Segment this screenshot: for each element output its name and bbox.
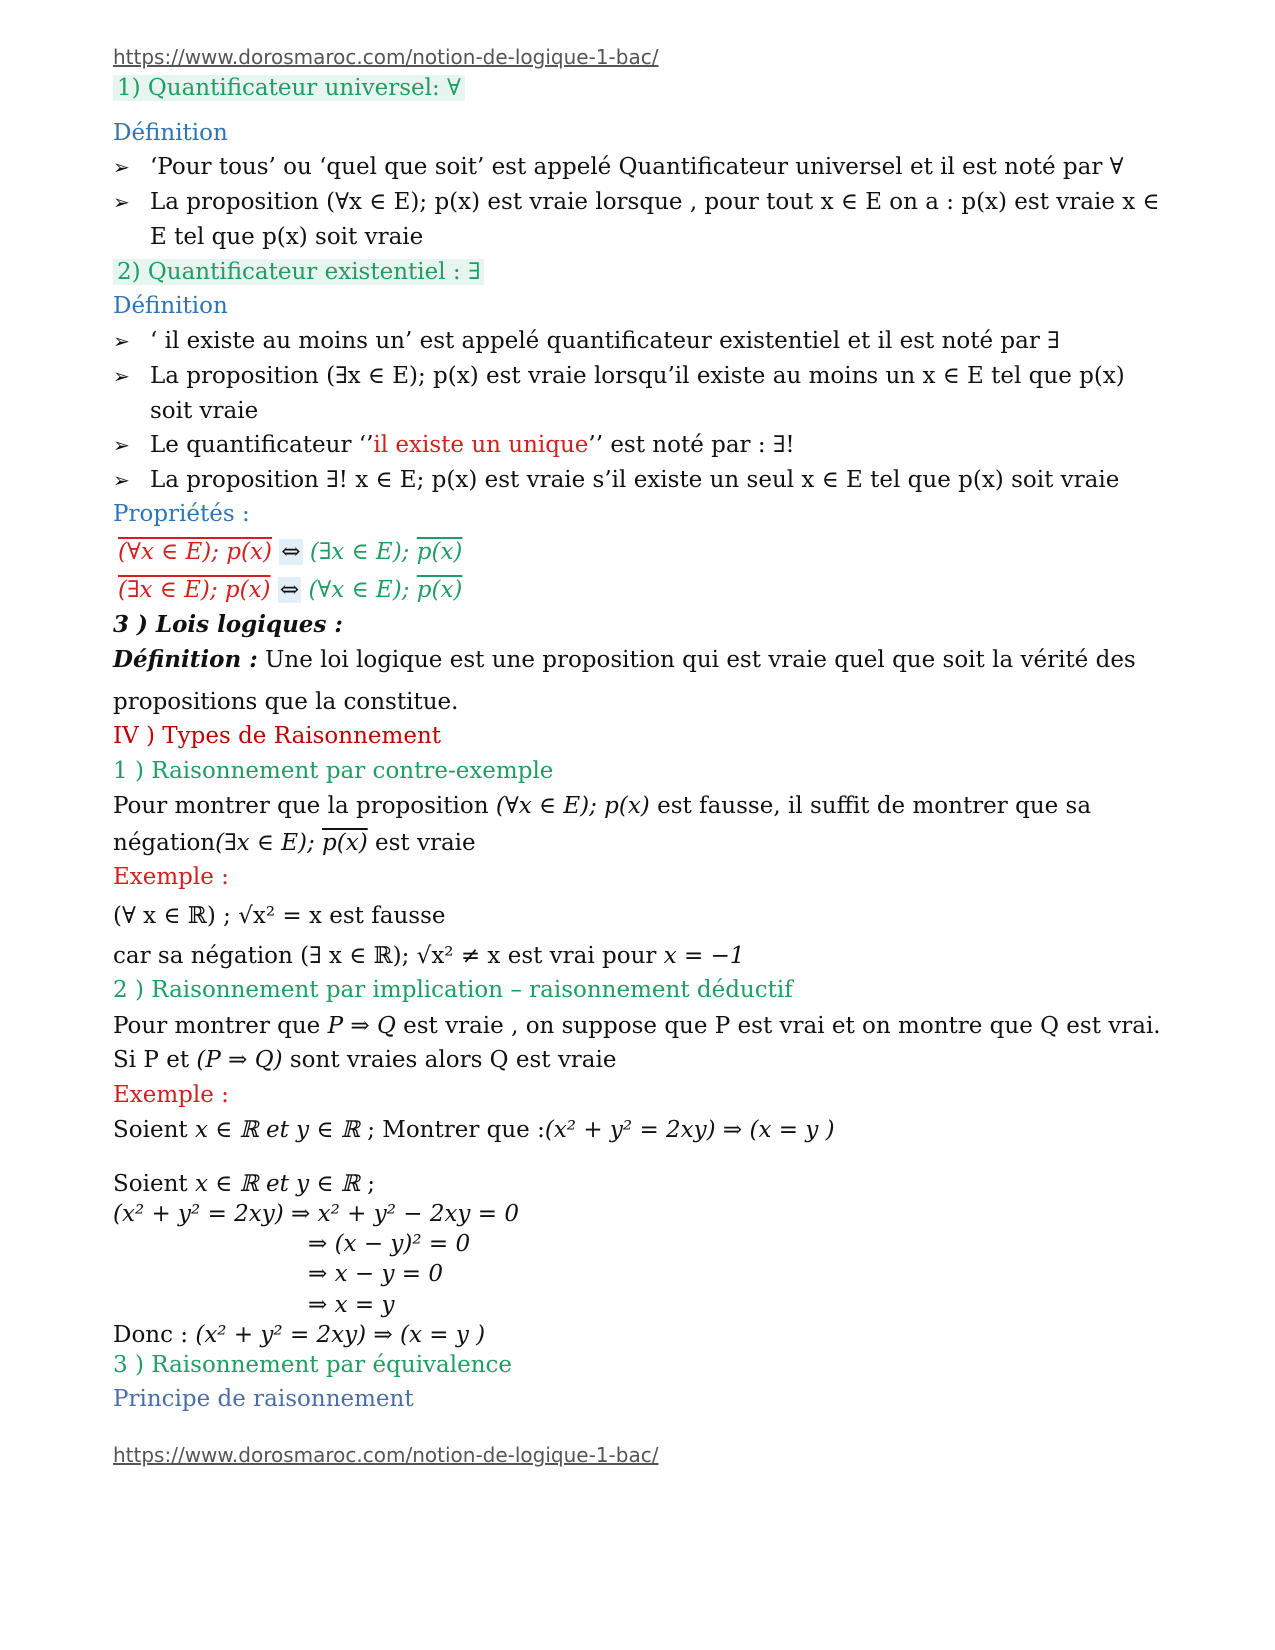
definition-heading-2: Définition: [113, 293, 228, 319]
raisonnement-1-title: 1 ) Raisonnement par contre-exemple: [113, 758, 554, 784]
solution-line-1: Soient x ∈ ℝ et y ∈ ℝ ;: [113, 1171, 375, 1197]
solution-line-4: ⇒ x − y = 0: [308, 1261, 443, 1287]
r1-line-1: Pour montrer que la proposition (∀x ∈ E); p(x) est fausse, il suffit de montrer que sa: [113, 793, 1092, 819]
s2-bullet-4: La proposition ∃! x ∈ E; p(x) est vraie s’il existe un seul x ∈ E tel que p(x) soit vraie: [150, 467, 1120, 493]
arrow-bullet-icon: ➢: [113, 468, 130, 492]
arrow-bullet-icon: ➢: [113, 433, 130, 457]
example-2-statement: Soient x ∈ ℝ et y ∈ ℝ ; Montrer que :(x² + y² = 2xy) ⇒ (x = y ): [113, 1117, 835, 1143]
example-1-line-1: (∀ x ∈ ℝ) ; √x² = x est fausse: [113, 903, 446, 929]
section-4-title: IV ) Types de Raisonnement: [113, 723, 441, 749]
footer-link[interactable]: https://www.dorosmaroc.com/notion-de-logique-1-bac/: [113, 1443, 659, 1467]
r1-line-2: négation(∃x ∈ E); p(x) est vraie: [113, 830, 476, 856]
solution-line-3: ⇒ (x − y)² = 0: [308, 1231, 471, 1257]
s2-bullet-2-cont: soit vraie: [150, 398, 259, 424]
section-1-title: 1) Quantificateur universel: ∀: [113, 73, 465, 103]
raisonnement-2-title: 2 ) Raisonnement par implication – raisonnement déductif: [113, 977, 793, 1003]
arrow-bullet-icon: ➢: [113, 329, 130, 353]
section-2-title: 2) Quantificateur existentiel : ∃: [113, 257, 484, 287]
example-1-heading: Exemple :: [113, 864, 229, 890]
header-link[interactable]: https://www.dorosmaroc.com/notion-de-logique-1-bac/: [113, 45, 659, 69]
arrow-bullet-icon: ➢: [113, 190, 130, 214]
conclusion-line: Donc : (x² + y² = 2xy) ⇒ (x = y ): [113, 1322, 486, 1348]
unique-existence-text: il existe un unique: [373, 432, 589, 458]
property-1: (∀x ∈ E); p(x) ⇔ (∃x ∈ E); p(x): [118, 539, 463, 565]
s2-bullet-2: La proposition (∃x ∈ E); p(x) est vraie lorsqu’il existe au moins un x ∈ E tel que p(x): [150, 363, 1125, 389]
s1-bullet-1: ‘Pour tous’ ou ‘quel que soit’ est appelé Quantificateur universel et il est noté par ∀: [150, 154, 1124, 180]
definition-heading-1: Définition: [113, 120, 228, 146]
r2-line-2: Si P et (P ⇒ Q) sont vraies alors Q est vraie: [113, 1047, 617, 1073]
s1-bullet-2-cont: E tel que p(x) soit vraie: [150, 224, 424, 250]
principe-heading: Principe de raisonnement: [113, 1386, 414, 1412]
r2-line-1: Pour montrer que P ⇒ Q est vraie , on suppose que P est vrai et on montre que Q est vrai.: [113, 1013, 1161, 1039]
arrow-bullet-icon: ➢: [113, 364, 130, 388]
raisonnement-3-title: 3 ) Raisonnement par équivalence: [113, 1352, 513, 1378]
lois-definition: Définition : Une loi logique est une proposition qui est vraie quel que soit la vérité des: [113, 646, 1136, 673]
s2-bullet-3: Le quantificateur ‘’il existe un unique’’ est noté par : ∃!: [150, 432, 795, 458]
solution-line-5: ⇒ x = y: [308, 1292, 395, 1318]
s1-bullet-2: La proposition (∀x ∈ E); p(x) est vraie lorsque , pour tout x ∈ E on a : p(x) est vraie x ∈: [150, 189, 1160, 215]
example-2-heading: Exemple :: [113, 1082, 229, 1108]
solution-line-2: (x² + y² = 2xy) ⇒ x² + y² − 2xy = 0: [113, 1201, 519, 1227]
properties-heading: Propriétés :: [113, 501, 250, 527]
s2-bullet-1: ‘ il existe au moins un’ est appelé quantificateur existentiel et il est noté par ∃: [150, 328, 1060, 354]
lois-definition-cont: propositions que la constitue.: [113, 689, 459, 715]
example-1-line-2: car sa négation (∃ x ∈ ℝ); √x² ≠ x est vrai pour x = −1: [113, 943, 745, 969]
section-3-title: 3 ) Lois logiques :: [113, 611, 343, 638]
arrow-bullet-icon: ➢: [113, 155, 130, 179]
property-2: (∃x ∈ E); p(x) ⇔ (∀x ∈ E); p(x): [118, 577, 463, 603]
